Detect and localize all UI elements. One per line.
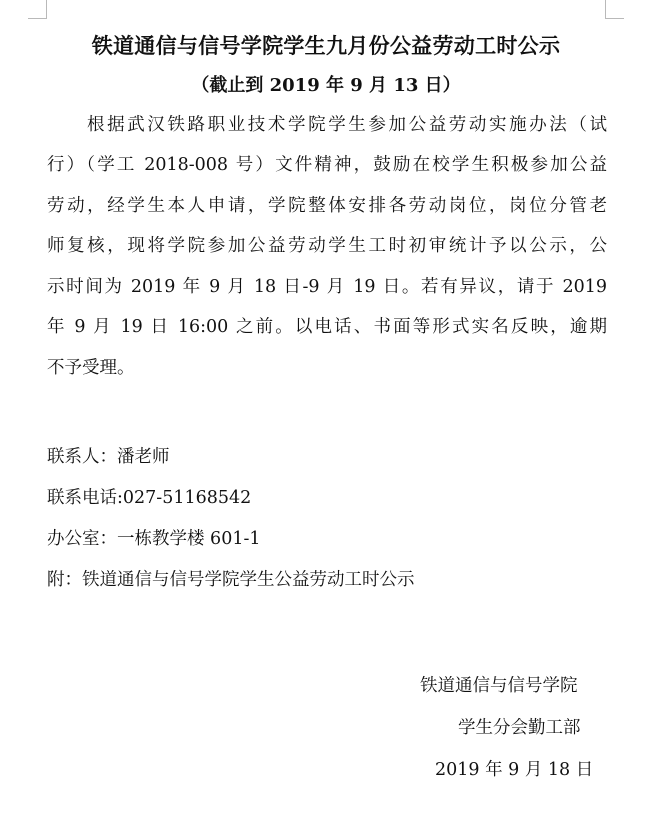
body-line-3 <box>47 194 607 218</box>
signature-dept: 学生分会勤工部 <box>458 718 581 738</box>
document-title: 铁道通信与信号学院学生九月份公益劳动工时公示 <box>91 34 561 58</box>
attachment-note: 附：铁道通信与信号学院学生公益劳动工时公示 <box>47 570 415 590</box>
body-line-7 <box>47 356 607 380</box>
signature-date: 2019 年 9 月 18 日 <box>435 760 594 780</box>
contact-phone: 联系电话:027-51168542 <box>47 488 252 508</box>
contact-person: 联系人：潘老师 <box>47 447 170 467</box>
body-line-5 <box>47 275 607 299</box>
body-line-text: 示时间为 2019 年 9 月 18 日-9 月 19 日。若有异议，请于 2019 <box>47 277 607 297</box>
body-line-2 <box>47 153 607 177</box>
body-line-text: 劳动，经学生本人申请，学院整体安排各劳动岗位，岗位分管老 <box>47 196 607 216</box>
signature-org: 铁道通信与信号学院 <box>420 676 578 696</box>
body-line-6 <box>47 315 607 339</box>
body-line-text: 根据武汉铁路职业技术学院学生参加公益劳动实施办法（试 <box>87 115 607 135</box>
page-corner-mark-right <box>605 0 624 19</box>
contact-office: 办公室：一栋教学楼 601-1 <box>47 529 261 549</box>
body-line-4 <box>47 234 607 258</box>
body-line-1 <box>87 113 607 137</box>
page-corner-mark-left <box>28 0 47 19</box>
body-line-text: 师复核，现将学院参加公益劳动学生工时初审统计予以公示，公 <box>47 236 607 256</box>
document-subtitle: （截止到 2019 年 9 月 13 日） <box>191 75 461 96</box>
body-line-text: 行）（学工 2018-008 号）文件精神，鼓励在校学生积极参加公益 <box>47 155 607 175</box>
body-line-text: 不予受理。 <box>47 358 135 378</box>
body-line-text: 年 9 月 19 日 16:00 之前。以电话、书面等形式实名反映，逾期 <box>47 317 607 337</box>
